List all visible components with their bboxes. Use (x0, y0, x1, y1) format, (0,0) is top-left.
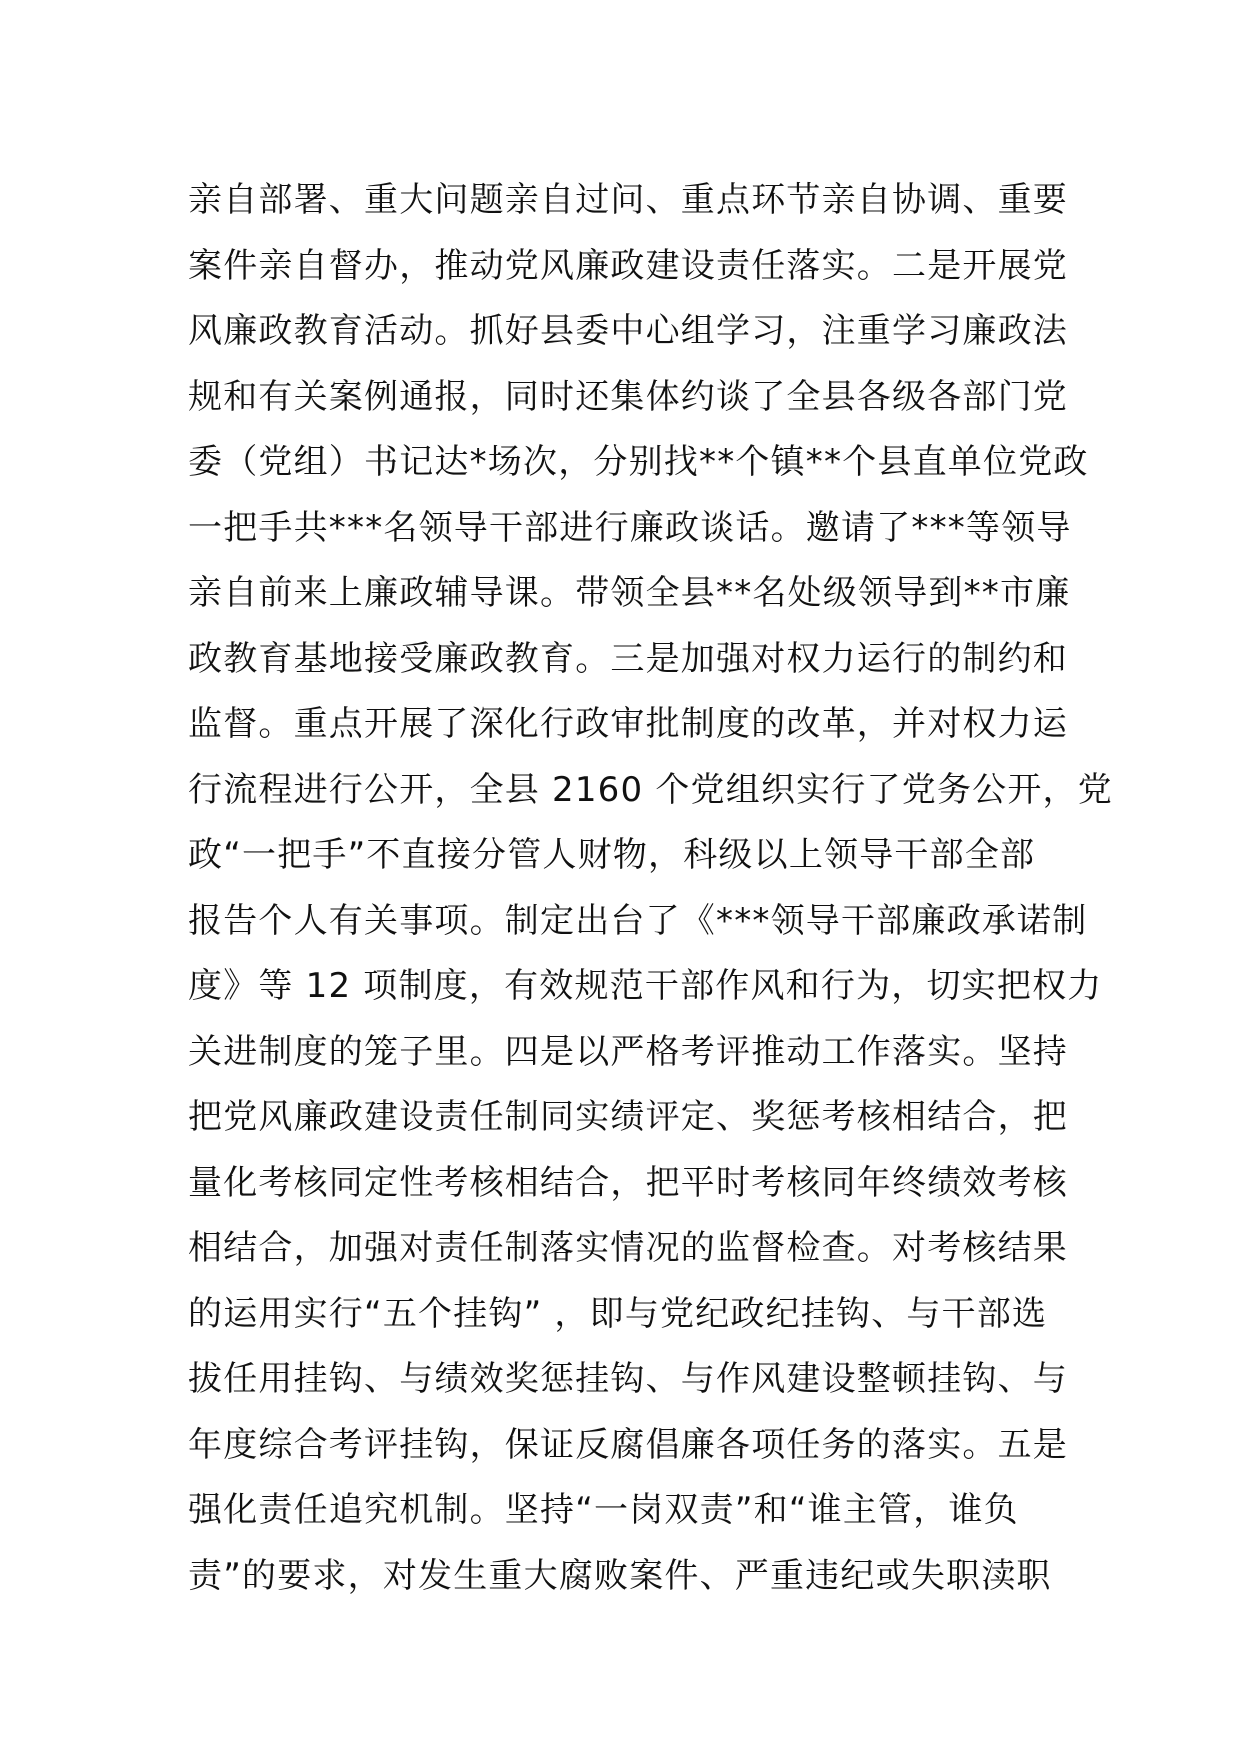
text-line: 关进制度的笼子里。四是以严格考评推动工作落实。坚持 (188, 1031, 1068, 1072)
text-line: 监督。重点开展了深化行政审批制度的改革，并对权力运 (188, 704, 1068, 744)
text-line: 亲自前来上廉政辅导课。带领全县**名处级领导到**市廉 (188, 573, 1071, 613)
text-line: 把党风廉政建设责任制同实绩评定、奖惩考核相结合，把 (188, 1097, 1068, 1137)
text-line: 亲自部署、重大问题亲自过问、重点环节亲自协调、重要 (188, 180, 1068, 220)
text-line: 政教育基地接受廉政教育。三是加强对权力运行的制约和 (188, 638, 1068, 679)
text-line: 规和有关案例通报，同时还集体约谈了全县各级各部门党 (188, 376, 1068, 417)
text-line: 政“一把手”不直接分管人财物，科级以上领导干部全部 (188, 835, 1036, 875)
text-line: 量化考核同定性考核相结合，把平时考核同年终绩效考核 (188, 1162, 1068, 1203)
text-line: 责”的要求，对发生重大腐败案件、严重违纪或失职渎职 (188, 1555, 1052, 1596)
text-line: 拔任用挂钩、与绩效奖惩挂钩、与作风建设整顿挂钩、与 (188, 1359, 1068, 1399)
text-line: 强化责任追究机制。坚持“一岗双责”和“谁主管，谁负 (188, 1490, 1019, 1530)
text-line: 的运用实行“五个挂钩” ，即与党纪政纪挂钩、与干部选 (188, 1293, 1048, 1334)
body-paragraph (188, 168, 1113, 1609)
text-line: 案件亲自督办，推动党风廉政建设责任落实。二是开展党 (188, 245, 1068, 286)
text-line: 年度综合考评挂钩，保证反腐倡廉各项任务的落实。五是 (188, 1424, 1068, 1465)
text-line: 相结合，加强对责任制落实情况的监督检查。对考核结果 (188, 1228, 1068, 1268)
text-line: 委（党组）书记达*场次，分别找**个镇**个县直单位党政 (188, 442, 1089, 482)
text-line: 行流程进行公开，全县 2160 个党组织实行了党务公开，党 (188, 769, 1113, 810)
text-line: 报告个人有关事项。制定出台了《***领导干部廉政承诺制 (188, 900, 1088, 941)
text-line: 风廉政教育活动。抓好县委中心组学习，注重学习廉政法 (188, 311, 1068, 351)
text-line: 一把手共***名领导干部进行廉政谈话。邀请了***等领导 (188, 507, 1072, 548)
text-line: 度》等 12 项制度，有效规范干部作风和行为，切实把权力 (188, 966, 1103, 1006)
